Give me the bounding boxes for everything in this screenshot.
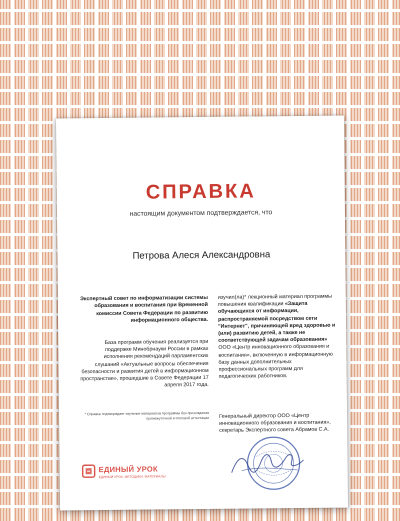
program-base-text: База программ обучения реализуется при поддержке Минобрнауки России в рамках исполнения рекомендаций парламентских слушаний «Актуальные вопросы обеспечения безопасности и развития детей в информационном пространстве», прошедшие в Совете Федерации 17 апреля 2017 года. (80, 338, 209, 389)
edinyi-urok-logo (82, 461, 172, 484)
course-intro-prefix: изучил(ла)* лекционный материал программы повышения квалификации (217, 293, 333, 309)
edinyi-urok-logo-icon (82, 464, 96, 478)
recipient-name: Петрова Алеся Александровна (132, 249, 271, 262)
document-title: СПРАВКА (145, 180, 256, 204)
course-description (218, 294, 337, 382)
expert-council-heading: Экспертный совет по информатизации системы образования и воспитания при Временной комиссии Совета Федерации по развитию информационного общества. (80, 294, 209, 324)
logo-tagline: ЕДИНЫЙ УРОК. МЕТОДИКИ. МАТЕРИАЛЫ (98, 474, 166, 480)
footnote-text: * Справка подтверждает изучение материалов программы без прохождения промежуточной и итоговой аттестации (84, 410, 210, 421)
handwritten-signature (227, 446, 305, 481)
document-subtitle: настоящим документом подтверждается, что (129, 209, 273, 218)
director-signature-text: Генеральный директор ООО «Центр инновационного образования и воспитания», секретарь Экспертного совета Абрамов С.А. (219, 412, 331, 435)
logo-name: ЕДИНЫЙ УРОК (98, 464, 158, 475)
certificate-sheet (56, 116, 348, 511)
course-intro-suffix: ООО «Центр инновационного образования и воспитания», включенную в информационную базу данных дополнительных профессиональных программ для педагогических работников. (218, 344, 333, 381)
course-title: «Защита обучающихся от информации, распространяемой посредством сети "Интернет", причиняющей вред здоровью и (или) развитию детей, а также не соответствующей задачам образования» (217, 301, 336, 345)
